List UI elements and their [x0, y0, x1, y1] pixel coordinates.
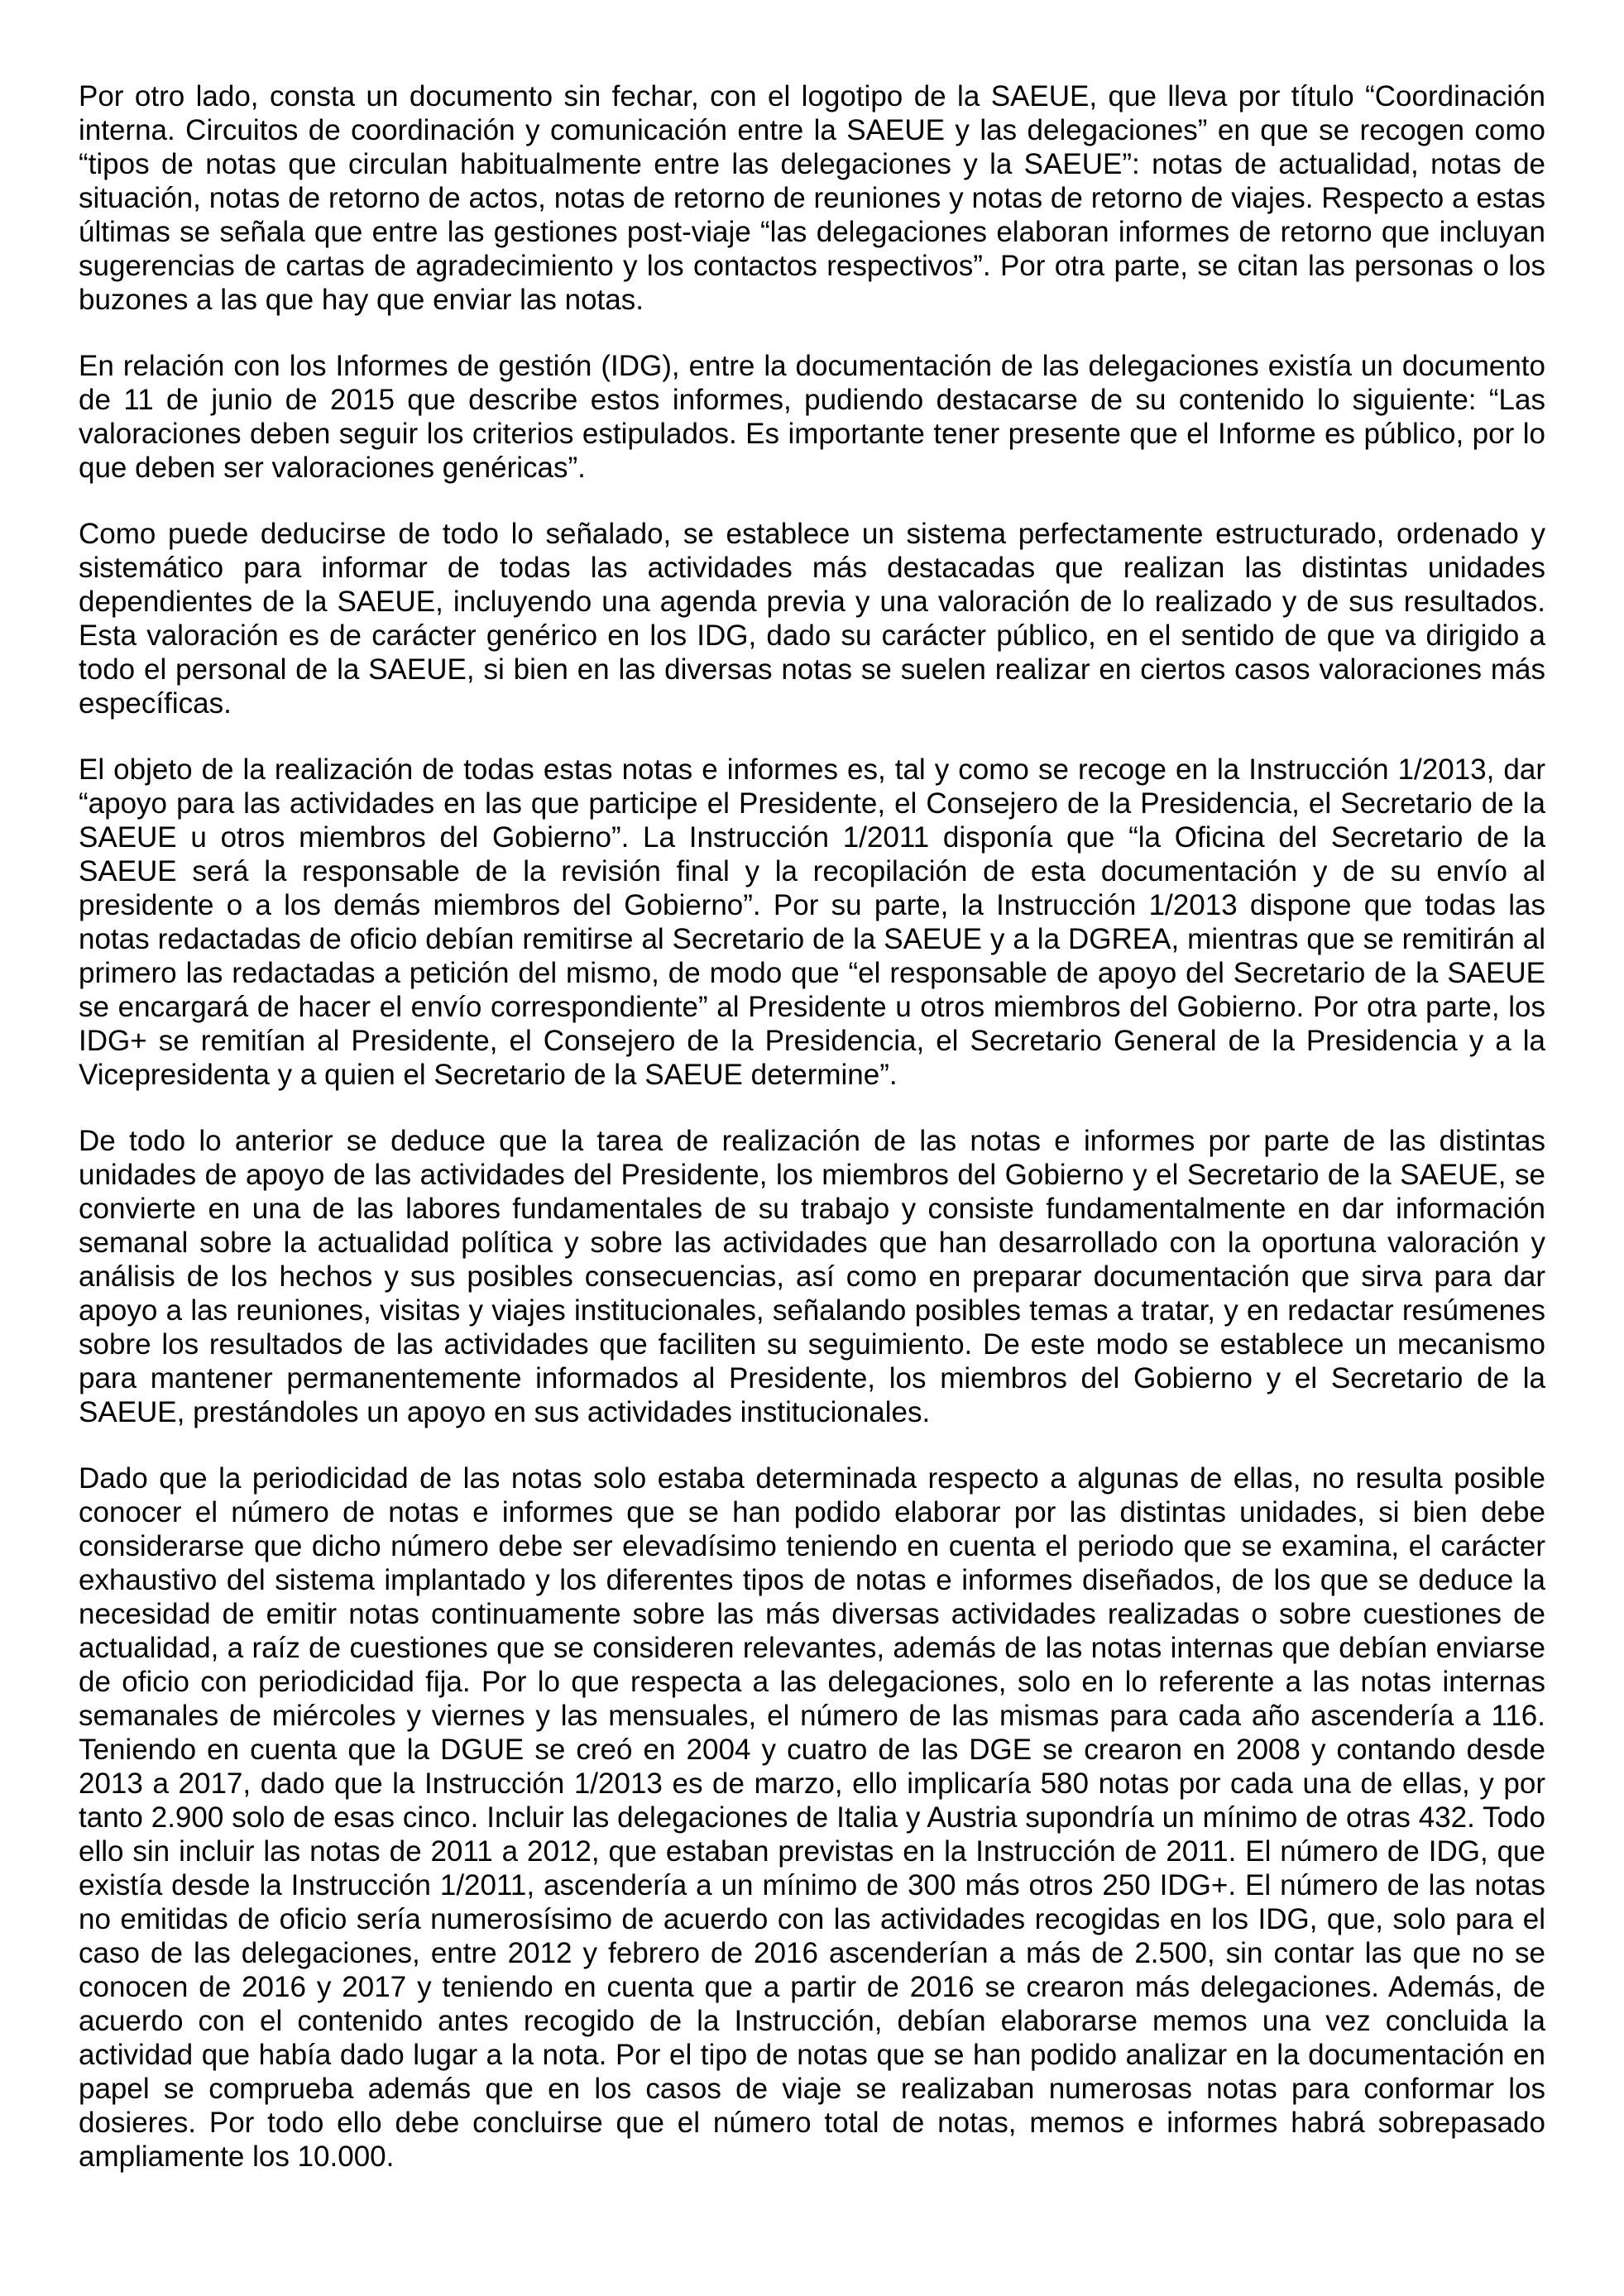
paragraph-objeto-notas-informes: El objeto de la realización de todas estas notas e informes es, tal y como se recoge en la Instrucción 1/2013, dar “apoyo para las actividades en las que participe el Presidente, el Consejero de la Presidencia, el Secretario de la SAEUE u otros miembros del Gobierno”. La Instrucción 1/2011 disponía que “la Oficina del Secretario de la SAEUE será la responsable de la revisión final y la recopilación de esta documentación y de su envío al presidente o a los demás miembros del Gobierno”. Por su parte, la Instrucción 1/2013 dispone que todas las notas redactadas de oficio debían remitirse al Secretario de la SAEUE y a la DGREA, mientras que se remitirán al primero las redactadas a petición del mismo, de modo que “el responsable de apoyo del Secretario de la SAEUE se encargará de hacer el envío correspondiente” al Presidente u otros miembros del Gobierno. Por otra parte, los IDG+ se remitían al Presidente, el Consejero de la Presidencia, el Secretario General de la Presidencia y a la Vicepresidenta y a quien el Secretario de la SAEUE determine”.	[79, 753, 1545, 1091]
paragraph-numero-total-notas: Dado que la periodicidad de las notas solo estaba determinada respecto a algunas de ellas, no resulta posible conocer el número de notas e informes que se han podido elaborar por las distintas unidades, si bien debe considerarse que dicho número debe ser elevadísimo teniendo en cuenta el periodo que se examina, el carácter exhaustivo del sistema implantado y los diferentes tipos de notas e informes diseñados, de los que se deduce la necesidad de emitir notas continuamente sobre las más diversas actividades realizadas o sobre cuestiones de actualidad, a raíz de cuestiones que se consideren relevantes, además de las notas internas que debían enviarse de oficio con periodicidad fija. Por lo que respecta a las delegaciones, solo en lo referente a las notas internas semanales de miércoles y viernes y las mensuales, el número de las mismas para cada año ascendería a 116. Teniendo en cuenta que la DGUE se creó en 2004 y cuatro de las DGE se crearon en 2008 y contando desde 2013 a 2017, dado que la Instrucción 1/2013 es de marzo, ello implicaría 580 notas por cada una de ellas, y por tanto 2.900 solo de esas cinco. Incluir las delegaciones de Italia y Austria supondría un mínimo de otras 432. Todo ello sin incluir las notas de 2011 a 2012, que estaban previstas en la Instrucción de 2011. El número de IDG, que existía desde la Instrucción 1/2011, ascendería a un mínimo de 300 más otros 250 IDG+. El número de las notas no emitidas de oficio sería numerosísimo de acuerdo con las actividades recogidas en los IDG, que, solo para el caso de las delegaciones, entre 2012 y febrero de 2016 ascenderían a más de 2.500, sin contar las que no se conocen de 2016 y 2017 y teniendo en cuenta que a partir de 2016 se crearon más delegaciones. Además, de acuerdo con el contenido antes recogido de la Instrucción, debían elaborarse memos una vez concluida la actividad que había dado lugar a la nota. Por el tipo de notas que se han podido analizar en la documentación en papel se comprueba además que en los casos de viaje se realizaban numerosas notas para conformar los dosieres. Por todo ello debe concluirse que el número total de notas, memos e informes habrá sobrepasado ampliamente los 10.000.	[79, 1462, 1545, 2173]
paragraph-coordinacion-interna: Por otro lado, consta un documento sin fechar, con el logotipo de la SAEUE, que lleva por título “Coordinación interna. Circuitos de coordinación y comunicación entre la SAEUE y las delegaciones” en que se recogen como “tipos de notas que circulan habitualmente entre las delegaciones y la SAEUE”: notas de actualidad, notas de situación, notas de retorno de actos, notas de retorno de reuniones y notas de retorno de viajes. Respecto a estas últimas se señala que entre las gestiones post-viaje “las delegaciones elaboran informes de retorno que incluyan sugerencias de cartas de agradecimiento y los contactos respectivos”. Por otra parte, se citan las personas o los buzones a las que hay que enviar las notas.	[79, 80, 1545, 316]
paragraph-informes-de-gestion: En relación con los Informes de gestión (IDG), entre la documentación de las delegaciones existía un documento de 11 de junio de 2015 que describe estos informes, pudiendo destacarse de su contenido lo siguiente: “Las valoraciones deben seguir los criterios estipulados. Es importante tener presente que el Informe es público, por lo que deben ser valoraciones genéricas”.	[79, 350, 1545, 484]
paragraph-tarea-unidades-apoyo: De todo lo anterior se deduce que la tarea de realización de las notas e informes por parte de las distintas unidades de apoyo de las actividades del Presidente, los miembros del Gobierno y el Secretario de la SAEUE, se convierte en una de las labores fundamentales de su trabajo y consiste fundamentalmente en dar información semanal sobre la actualidad política y sobre las actividades que han desarrollado con la oportuna valoración y análisis de los hechos y sus posibles consecuencias, así como en preparar documentación que sirva para dar apoyo a las reuniones, visitas y viajes institucionales, señalando posibles temas a tratar, y en redactar resúmenes sobre los resultados de las actividades que faciliten su seguimiento. De este modo se establece un mecanismo para mantener permanentemente informados al Presidente, los miembros del Gobierno y el Secretario de la SAEUE, prestándoles un apoyo en sus actividades institucionales.	[79, 1125, 1545, 1428]
paragraph-sistema-estructurado: Como puede deducirse de todo lo señalado, se establece un sistema perfectamente estructurado, ordenado y sistemático para informar de todas las actividades más destacadas que realizan las distintas unidades dependientes de la SAEUE, incluyendo una agenda previa y una valoración de lo realizado y de sus resultados. Esta valoración es de carácter genérico en los IDG, dado su carácter público, en el sentido de que va dirigido a todo el personal de la SAEUE, si bien en las diversas notas se suelen realizar en ciertos casos valoraciones más específicas.	[79, 518, 1545, 720]
